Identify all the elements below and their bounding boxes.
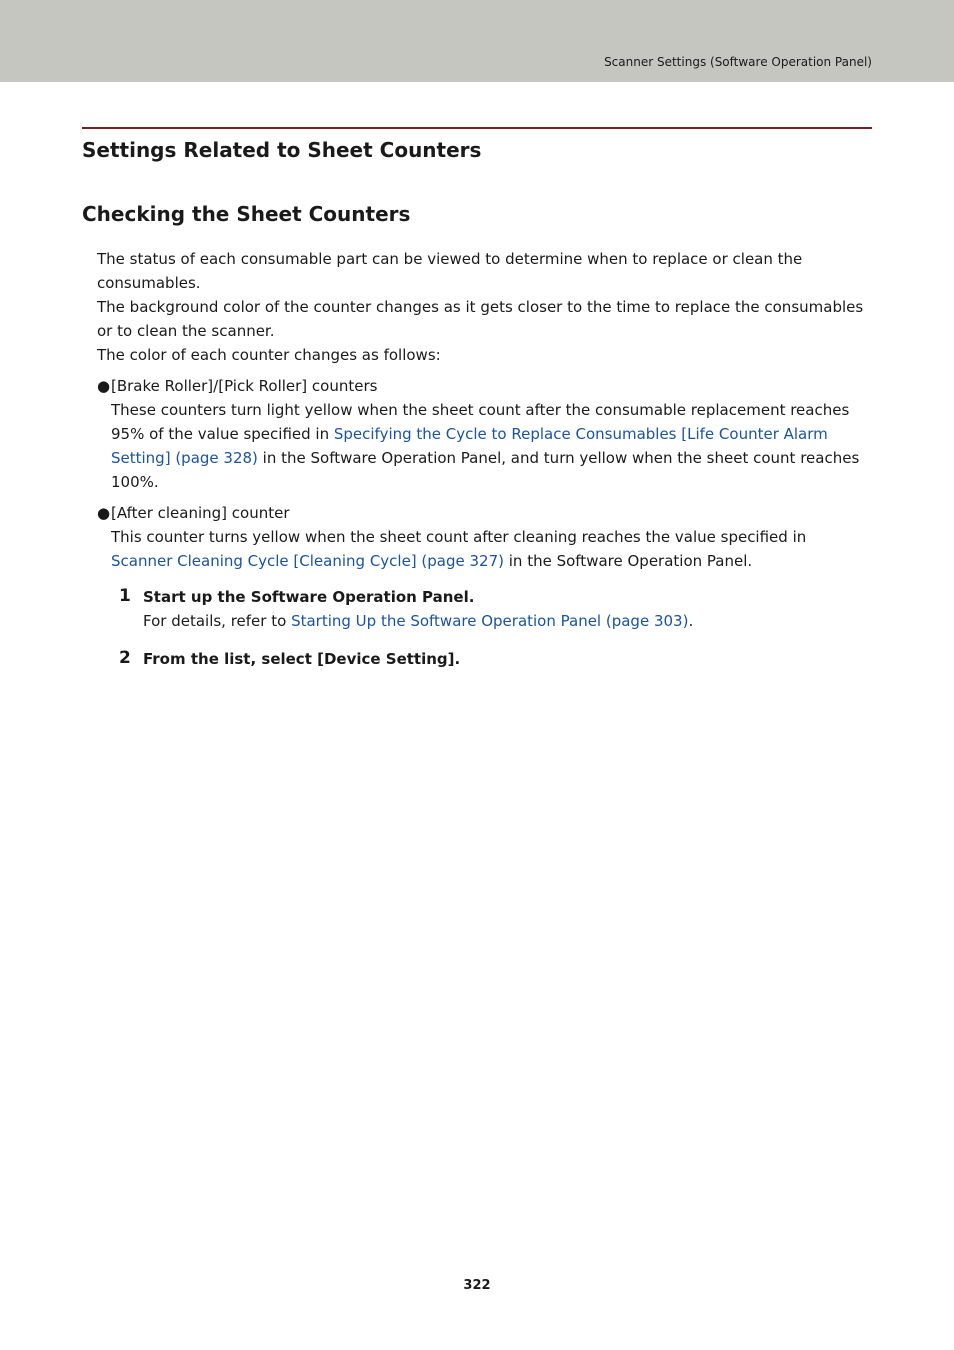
- step-2: [97, 647, 872, 671]
- step-title: Start up the Software Operation Panel.: [143, 588, 475, 606]
- bullet-icon: ●: [97, 504, 111, 522]
- body-content: [97, 247, 872, 671]
- bullet-title: [After cleaning] counter: [111, 504, 290, 522]
- link-life-counter-alarm-setting[interactable]: Specifying the Cycle to Replace Consumables [Life Counter Alarm Setting] (page 328): [111, 425, 828, 467]
- intro-paragraph-1: The status of each consumable part can be viewed to determine when to replace or clean the consumables.: [97, 250, 803, 292]
- subsection-title: Checking the Sheet Counters: [82, 202, 411, 226]
- bullet-icon: ●: [97, 377, 111, 395]
- step-1: [97, 585, 872, 633]
- link-starting-up-operation-panel[interactable]: Starting Up the Software Operation Panel (page 303): [291, 612, 689, 630]
- header-band: [0, 0, 954, 82]
- intro-paragraph-2: The background color of the counter changes as it gets closer to the time to replace the consumables or to clean the scanner.: [97, 298, 864, 340]
- link-cleaning-cycle[interactable]: Scanner Cleaning Cycle [Cleaning Cycle] (page 327): [111, 552, 504, 570]
- bullet-description: These counters turn light yellow when the sheet count after the consumable replacement reaches 95% of the value specified in Specifying the Cycle to Replace Consumables [Life Counter Alarm Setting] (page 328) in the Software Operation Panel, and turn yellow when the sheet count reaches 100%.: [111, 401, 860, 491]
- intro-paragraph-3: The color of each counter changes as follows:: [97, 346, 441, 364]
- page-number: 322: [463, 1278, 491, 1293]
- list-item-after-cleaning: [97, 501, 872, 573]
- bullet-title: [Brake Roller]/[Pick Roller] counters: [111, 377, 378, 395]
- bullet-description: This counter turns yellow when the sheet count after cleaning reaches the value specified in Scanner Cleaning Cycle [Cleaning Cycle] (page 327) in the Software Operation Panel.: [111, 528, 807, 570]
- section-title: Settings Related to Sheet Counters: [82, 138, 482, 162]
- running-header: Scanner Settings (Software Operation Panel): [604, 55, 872, 69]
- step-number: 2: [119, 648, 131, 668]
- step-number: 1: [119, 586, 131, 606]
- section-rule: [82, 127, 872, 129]
- step-detail: For details, refer to Starting Up the Software Operation Panel (page 303).: [143, 612, 694, 630]
- list-item-brake-pick-roller: [97, 374, 872, 494]
- step-title: From the list, select [Device Setting].: [143, 650, 461, 668]
